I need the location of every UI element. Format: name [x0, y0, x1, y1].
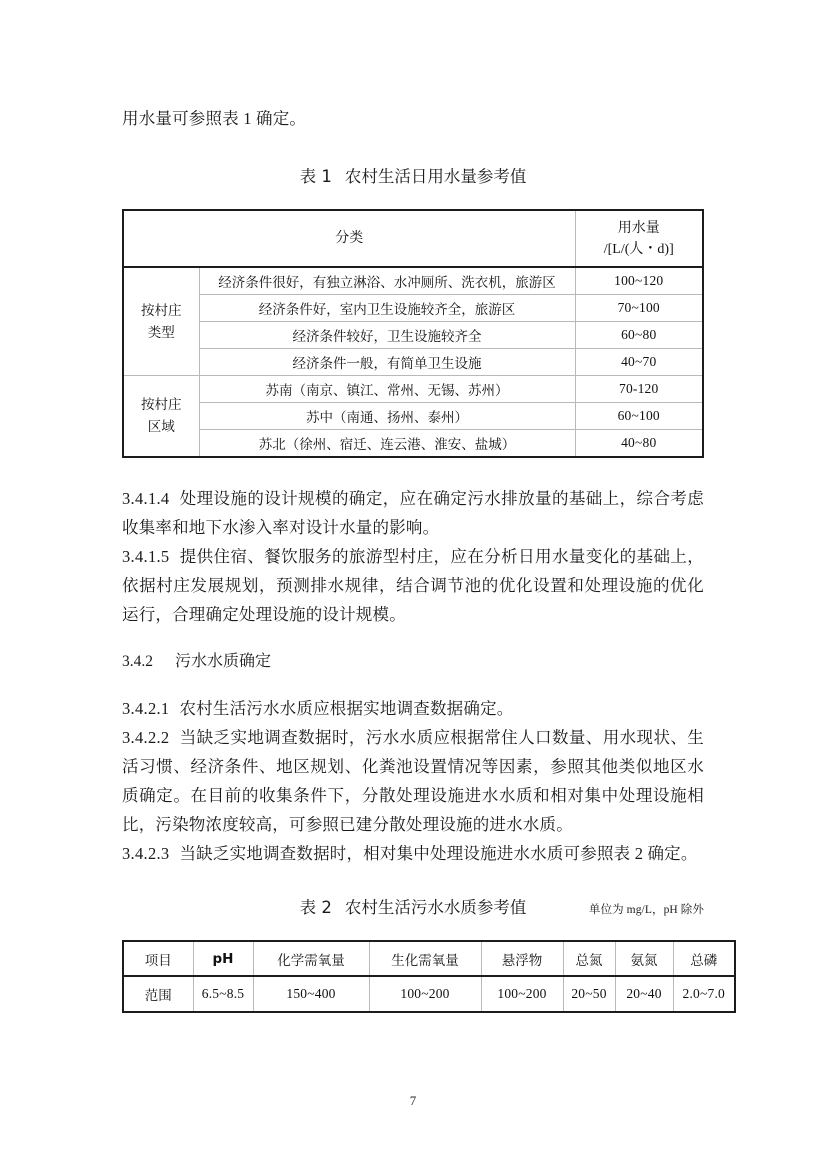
table-row	[123, 403, 703, 430]
group-label-region-line2: 区域	[147, 419, 175, 435]
table-cell-description: 经济条件好，室内卫生设施较齐全，旅游区	[199, 295, 575, 322]
table-cell-value: 40~80	[575, 430, 703, 458]
table-2-header-ss: 悬浮物	[481, 941, 563, 976]
daily-water-usage-table	[122, 209, 704, 458]
table-cell-description: 苏北（徐州、宿迁、连云港、淮安、盐城）	[199, 430, 575, 458]
table-1-header-category: 分类	[123, 210, 575, 267]
table-cell-value-bod: 100~200	[369, 976, 481, 1012]
clause-text: 当缺乏实地调查数据时，相对集中处理设施进水水质可参照表 2 确定。	[179, 844, 698, 863]
spacer-after-table2-caption	[122, 918, 704, 940]
table-2-header-cod: 化学需氧量	[253, 941, 369, 976]
table-1-caption-title: 农村生活日用水量参考值	[344, 167, 527, 186]
clause-number: 3.4.2.1	[122, 699, 170, 718]
table-2-unit-note: 单位为 mg/L，pH 除外	[588, 904, 704, 916]
table-row	[123, 295, 703, 322]
table-cell-value-tp: 2.0~7.0	[673, 976, 735, 1012]
table-cell-description: 经济条件很好，有独立淋浴、水冲厕所、洗衣机，旅游区	[199, 267, 575, 295]
table-cell-value: 100~120	[575, 267, 703, 295]
table-cell-value: 70~100	[575, 295, 703, 322]
clause-3-4-1-5	[122, 542, 704, 629]
table-2-header-item: 项目	[123, 941, 193, 976]
table-1-header-usage-line1: 用水量	[617, 219, 660, 236]
table-cell-description: 苏中（南通、扬州、泰州）	[199, 403, 575, 430]
table-cell-value-nh3n: 20~40	[615, 976, 673, 1012]
clause-3-4-2-1	[122, 694, 704, 723]
table-2-header-nh3n: 氨氮	[615, 941, 673, 976]
table-cell-description: 苏南（南京、镇江、常州、无锡、苏州）	[199, 376, 575, 403]
table-row-header	[123, 210, 703, 267]
table-2-header-bod: 生化需氧量	[369, 941, 481, 976]
group-label-region-line1: 按村庄	[141, 397, 182, 413]
section-heading-3-4-2	[122, 647, 704, 676]
table-2-row-label: 范围	[123, 976, 193, 1012]
wastewater-quality-table	[122, 940, 736, 1013]
intro-paragraph: 用水量可参照表 1 确定。	[122, 109, 307, 128]
table-2-header-tn: 总氮	[563, 941, 615, 976]
table-row	[123, 976, 735, 1012]
table-row	[123, 322, 703, 349]
table-2-header-ph: pH	[193, 941, 253, 976]
clause-text: 当缺乏实地调查数据时，污水水质应根据常住人口数量、用水现状、生活习惯、经济条件、地区规划、化粪池设置情况等因素，参照其他类似地区水质确定。在目前的收集条件下，分散处理设施进水水质和相对集中处理设施相比，污染物浓度较高，可参照已建分散处理设施的进水水质。	[122, 728, 704, 834]
table-cell-value-cod: 150~400	[253, 976, 369, 1012]
table-1-caption	[122, 163, 704, 187]
spacer-before-table1-caption	[122, 133, 704, 163]
spacer-before-table2-caption	[122, 868, 704, 894]
clause-text: 农村生活污水水质应根据实地调查数据确定。	[179, 699, 514, 718]
page-content	[122, 0, 725, 1013]
table-cell-value: 60~80	[575, 322, 703, 349]
table-2-caption-title: 农村生活污水水质参考值	[344, 898, 527, 917]
table-row	[123, 349, 703, 376]
page-number: 7	[409, 1093, 417, 1108]
table-cell-value: 40~70	[575, 349, 703, 376]
table-1-group-label-region	[123, 376, 199, 458]
table-2-caption	[122, 894, 704, 918]
clause-number: 3.4.1.5	[122, 547, 170, 566]
table-row-header	[123, 941, 735, 976]
table-1-header-usage	[575, 210, 703, 267]
top-margin-spacer	[122, 0, 704, 104]
table-cell-description: 经济条件较好，卫生设施较齐全	[199, 322, 575, 349]
group-label-type-line2: 类型	[147, 324, 175, 341]
table-1-caption-number: 表 1	[299, 167, 332, 186]
table-cell-value-ph: 6.5~8.5	[193, 976, 253, 1012]
spacer-before-section-342	[122, 629, 704, 647]
group-label-type-line1: 按村庄	[141, 302, 182, 319]
table-1-group-label-type	[123, 267, 199, 376]
table-cell-description: 经济条件一般，有简单卫生设施	[199, 349, 575, 376]
clause-3-4-1-4	[122, 484, 704, 542]
table-row	[123, 267, 703, 295]
table-1-header-usage-line2: /[L/(人・d)]	[603, 241, 674, 257]
table-cell-value: 70-120	[575, 376, 703, 403]
clause-number: 3.4.2.3	[122, 844, 170, 863]
clause-text: 处理设施的设计规模的确定，应在确定污水排放量的基础上，综合考虑收集率和地下水渗入率对设计水量的影响。	[122, 489, 704, 537]
clause-3-4-2-2	[122, 723, 704, 839]
spacer-after-section-342	[122, 676, 704, 694]
clause-3-4-2-3	[122, 839, 704, 868]
table-row	[123, 430, 703, 458]
section-number: 3.4.2	[122, 653, 153, 670]
spacer-after-table1-caption	[122, 187, 704, 209]
table-2-header-tp: 总磷	[673, 941, 735, 976]
table-cell-value: 60~100	[575, 403, 703, 430]
table-2-caption-number: 表 2	[299, 898, 332, 917]
table-cell-value-ss: 100~200	[481, 976, 563, 1012]
section-title: 污水水质确定	[175, 651, 272, 670]
clause-number: 3.4.1.4	[122, 489, 170, 508]
table-cell-value-tn: 20~50	[563, 976, 615, 1012]
clause-number: 3.4.2.2	[122, 728, 170, 747]
spacer-after-table1	[122, 458, 704, 484]
clause-text: 提供住宿、餐饮服务的旅游型村庄，应在分析日用水量变化的基础上，依据村庄发展规划，预测排水规律，结合调节池的优化设置和处理设施的优化运行，合理确定处理设施的设计规模。	[122, 547, 704, 624]
table-row	[123, 376, 703, 403]
